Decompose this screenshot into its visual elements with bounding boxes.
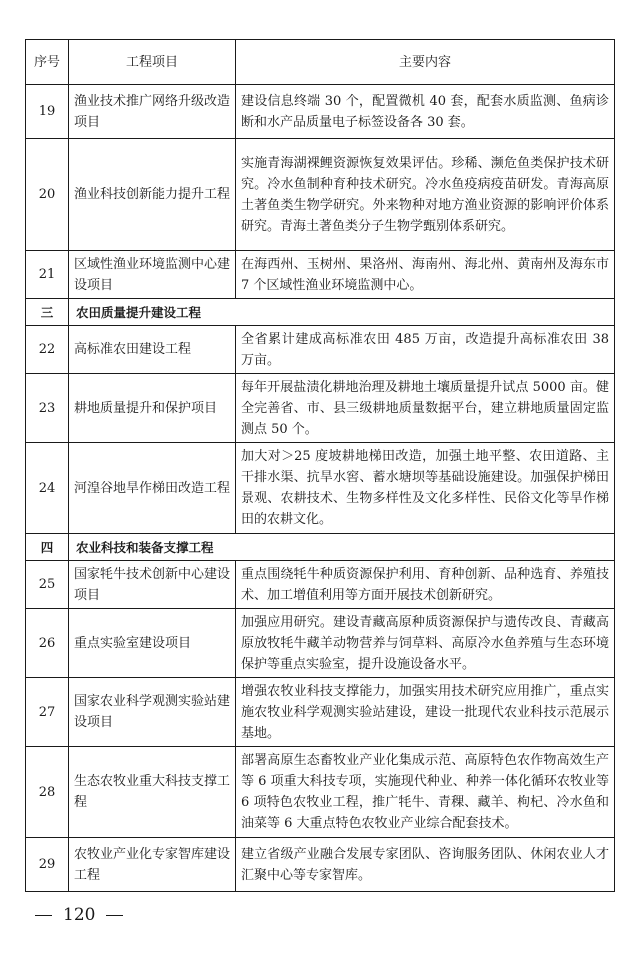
- page-footer: [35, 905, 123, 925]
- table-row: [26, 374, 615, 443]
- row-content: 部署高原生态畜牧业产业化集成示范、高原特色农作物高效生产等 6 项重大科技专项，实施现代种业、种养一体化循环农牧业等 6 项特色农牧业工程，推广牦牛、青稞、藏羊、枸杞、冷水鱼和油菜等 6 大重点特色农牧业产业综合配套技术。: [236, 747, 615, 838]
- row-project: 渔业技术推广网络升级改造项目: [69, 85, 236, 139]
- table-row: [26, 251, 615, 299]
- row-project: 河湟谷地旱作梯田改造工程: [69, 443, 236, 534]
- row-content: 加强应用研究。建设青藏高原种质资源保护与遗传改良、青藏高原放牧牦牛藏羊动物营养与饲草料、高原冷水鱼养殖与生态环境保护等重点实验室，提升设施设备水平。: [236, 609, 615, 678]
- row-project: 农牧业产业化专家智库建设工程: [69, 838, 236, 892]
- row-content: 加大对＞25 度坡耕地梯田改造，加强土地平整、农田道路、主干排水渠、抗旱水窖、蓄水塘坝等基础设施建设。加强保护梯田景观、农耕技术、生物多样性及文化多样性、民俗文化等旱作梯田的农耕文化。: [236, 443, 615, 534]
- table-row: [26, 609, 615, 678]
- row-num: 19: [26, 85, 69, 139]
- page-number: 120: [63, 905, 96, 925]
- row-num: 26: [26, 609, 69, 678]
- section-num: 三: [26, 299, 69, 326]
- header-num: 序号: [26, 40, 69, 85]
- footer-dash-left: [35, 915, 52, 916]
- row-project: 国家农业科学观测实验站建设项目: [69, 678, 236, 747]
- header-project: 工程项目: [69, 40, 236, 85]
- table-row: [26, 747, 615, 838]
- section-num: 四: [26, 534, 69, 561]
- row-project: 生态农牧业重大科技支撑工程: [69, 747, 236, 838]
- table-row: [26, 678, 615, 747]
- row-num: 27: [26, 678, 69, 747]
- row-num: 24: [26, 443, 69, 534]
- row-num: 28: [26, 747, 69, 838]
- row-num: 20: [26, 139, 69, 251]
- table-row: [26, 443, 615, 534]
- section-title: 农业科技和装备支撑工程: [69, 534, 615, 561]
- row-num: 23: [26, 374, 69, 443]
- row-content: 实施青海湖裸鲤资源恢复效果评估。珍稀、濒危鱼类保护技术研究。冷水鱼制种育种技术研究。冷水鱼疫病疫苗研发。青海高原土著鱼类生物学研究。外来物种对地方渔业资源的影响评价体系研究。青海土著鱼类分子生物学甄别体系研究。: [236, 139, 615, 251]
- table-row: [26, 838, 615, 892]
- row-content: 每年开展盐渍化耕地治理及耕地土壤质量提升试点 5000 亩。健全完善省、市、县三级耕地质量数据平台，建立耕地质量固定监测点 50 个。: [236, 374, 615, 443]
- table-header-row: [26, 40, 615, 85]
- row-content: 全省累计建成高标准农田 485 万亩，改造提升高标准农田 38 万亩。: [236, 326, 615, 374]
- row-project: 重点实验室建设项目: [69, 609, 236, 678]
- row-project: 区域性渔业环境监测中心建设项目: [69, 251, 236, 299]
- table-row: [26, 85, 615, 139]
- row-num: 29: [26, 838, 69, 892]
- table-row: [26, 139, 615, 251]
- row-project: 渔业科技创新能力提升工程: [69, 139, 236, 251]
- projects-table: [25, 39, 615, 892]
- row-num: 21: [26, 251, 69, 299]
- table-row: [26, 326, 615, 374]
- table-row: [26, 561, 615, 609]
- section-row: [26, 534, 615, 561]
- row-content: 在海西州、玉树州、果洛州、海南州、海北州、黄南州及海东市 7 个区域性渔业环境监测中心。: [236, 251, 615, 299]
- row-content: 重点围绕牦牛种质资源保护利用、育种创新、品种选育、养殖技术、加工增值利用等方面开展技术创新研究。: [236, 561, 615, 609]
- row-content: 建立省级产业融合发展专家团队、咨询服务团队、休闲农业人才汇聚中心等专家智库。: [236, 838, 615, 892]
- row-project: 高标准农田建设工程: [69, 326, 236, 374]
- row-project: 耕地质量提升和保护项目: [69, 374, 236, 443]
- footer-dash-right: [106, 915, 123, 916]
- row-content: 建设信息终端 30 个，配置微机 40 套，配套水质监测、鱼病诊断和水产品质量电子标签设备各 30 套。: [236, 85, 615, 139]
- row-content: 增强农牧业科技支撑能力，加强实用技术研究应用推广，重点实施农牧业科学观测实验站建设，建设一批现代农业科技示范展示基地。: [236, 678, 615, 747]
- section-row: [26, 299, 615, 326]
- section-title: 农田质量提升建设工程: [69, 299, 615, 326]
- header-content: 主要内容: [236, 40, 615, 85]
- row-project: 国家牦牛技术创新中心建设项目: [69, 561, 236, 609]
- row-num: 22: [26, 326, 69, 374]
- row-num: 25: [26, 561, 69, 609]
